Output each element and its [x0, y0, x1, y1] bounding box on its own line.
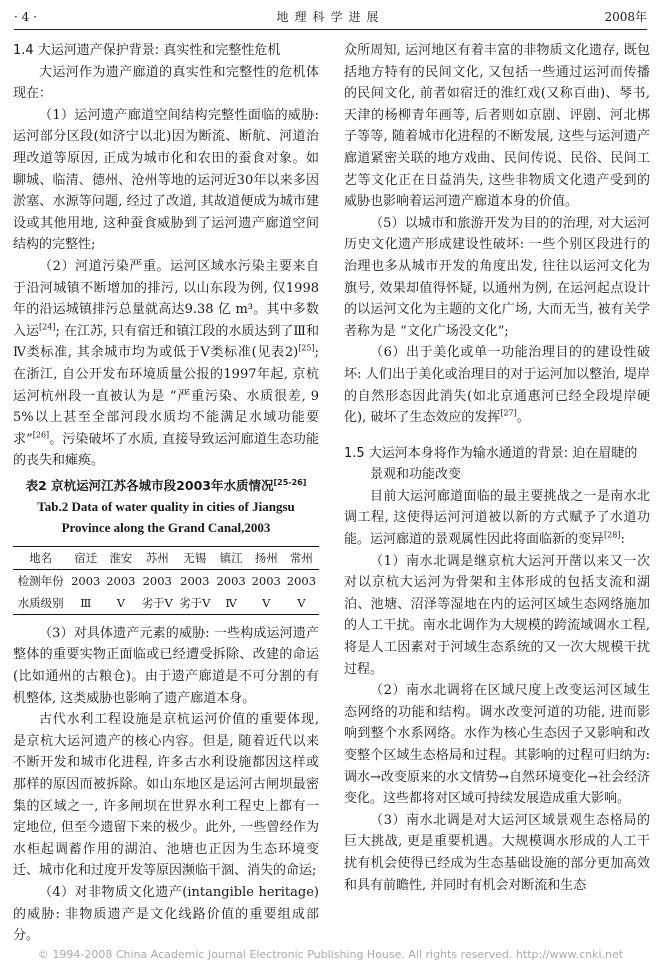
reference-marker: [24] — [39, 322, 56, 332]
table-cell: 2003 — [142, 573, 172, 588]
table-header-cell: 常州 — [289, 550, 313, 565]
table-caption-cn: 表2 京杭运河江苏各城市段2003年水质情况[25-26] — [25, 477, 307, 493]
table-cell: Ⅴ — [262, 595, 271, 610]
section-heading-1-5: 1.5 大运河本身将作为输水通道的背景: 迫在眉睫的景观和功能改变 — [344, 445, 638, 483]
south-north-water-item-1: （1）南水北调是继京杭大运河开凿以来又一次对以京杭大运河为骨架和主体形成的包括支流和湖泊、池塘、沼泽等湿地在内的运河区域生态网络施加的人工干扰。南水北调作为大规模的跨流域调水工程, 将是人工因素对于河域生态系统的又一次大规模干扰过程。 — [344, 553, 650, 677]
table-cell: 2003 — [216, 573, 246, 588]
section-heading-1-4: 1.4 大运河遗产保护背景: 真实性和完整性危机 — [13, 43, 281, 58]
table-cell: Ⅴ — [116, 595, 126, 610]
table-header-row — [13, 546, 319, 569]
intro-paragraph: 大运河作为遗产廊道的真实性和完整性的危机体现在： — [13, 64, 319, 102]
table-header-cell: 扬州 — [254, 550, 278, 565]
table-header-cell: 地名 — [29, 550, 53, 565]
reference-marker: [25-26] — [273, 477, 307, 487]
table-cell: 2003 — [71, 573, 101, 588]
water-quality-table — [13, 546, 319, 615]
table-row — [13, 592, 319, 615]
table-2 — [13, 476, 319, 615]
table-cell: 2003 — [251, 573, 281, 588]
copyright-footer: © 1994-2008 China Academic Journal Electronic Publishing House. All rights reserved. http://www.cnki.net — [37, 948, 624, 961]
south-north-water-item-2: （2）南水北调将在区域尺度上改变运河区域生态网络的功能和结构。调水改变河道的功能, 进而影响到整个水系网络。水作为核心生态因子又影响和改变整个区域生态格局和过程。其影响的过程可归纳为: 调水→改变原来的水文情势→自然环境变化→社会经济变化。这些都将对区域可持续发展造成重大影响。 — [344, 683, 650, 807]
threat-item-5: （5）以城市和旅游开发为目的的治理, 对大运河历史文化遗产形成建设性破坏: 一些个别区段进行的治理也多从城市开发的角度出发, 往往以运河文化为旗号, 效果却值得怀疑, 以通州为例, 在运河起点设计的以运河文化为主题的文化广场, 大而无当, 被有关学者称为是 “文化广场没文化”; — [344, 215, 650, 339]
south-north-water-item-3: （3）南水北调是对大运河区域景观生态格局的巨大挑战, 更是重要机遇。大规模调水形成的人工干扰有机会使得已经成为生态基础设施的部分更加高效和具有前瞻性, 并同时有机会对断流和生态 — [344, 812, 650, 893]
table-cell: 水质级别 — [17, 595, 64, 610]
threat-item-6: （6）出于美化或单一功能治理目的的建设性破坏: 人们出于美化或治理目的对于运河加以整治, 堤岸的自然形态因此消失(如北京通惠河已经全段堤岸硬化), 破坏了生态效应的发挥[27]。 — [344, 345, 650, 426]
publication-year: 2008年 — [604, 10, 647, 24]
right-column — [344, 40, 650, 896]
south-north-water-intro: 目前大运河廊道面临的最主要挑战之一是南水北调工程, 这使得运河河道被以新的方式赋予了水道功能。运河廊道的景观属性因此将面临新的变异[28]: — [344, 488, 650, 548]
table-cell: Ⅳ — [225, 595, 237, 610]
table-caption-en-line1: Tab.2 Data of water quality in cities of Jiangsu — [37, 498, 295, 514]
table-cell: 劣于Ⅴ — [179, 595, 211, 610]
threat-item-4: （4）对非物质文化遗产(intangible heritage)的威胁: 非物质遗产是文化线路价值的重要组成部分。 — [13, 885, 319, 944]
table-cell: 劣于Ⅴ — [141, 595, 173, 610]
table-cell: Ⅴ — [297, 595, 306, 610]
table-row — [13, 569, 319, 592]
reference-marker: [28] — [604, 530, 621, 540]
table-header-cell: 宿迁 — [74, 550, 98, 565]
reference-marker: [27] — [500, 408, 517, 418]
table-header-cell: 淮安 — [109, 550, 133, 565]
table-cell: 2003 — [180, 573, 210, 588]
running-header — [14, 5, 647, 30]
table-caption-en-line2: Province along the Grand Canal,2003 — [61, 519, 271, 535]
ancient-waterworks-paragraph: 古代水利工程设施是京杭运河价值的重要体现, 是京杭大运河遗产的核心内容。但是, 随着近代以来不断开发和城市化进程, 许多古水利设施都因这样或那样的原因而被拆除。如山东地区是运河古闸坝最密集的区域之一, 许多闸坝在世界水利工程史上都有一定地位, 但至今遗留下来的极少。此外, 一些曾经作为水柜起调蓄作用的湖泊、池塘也正因为生态环境变迁、城市化和过度开发等原因濒临干涸、消失的命运; — [13, 712, 319, 879]
left-column — [13, 40, 319, 947]
threat-item-1: （1）运河遗产廊道空间结构完整性面临的威胁: 运河部分区段(如济宁以北)因为断流、断航、河道治理改道等原因, 正成为城市化和农田的蚕食对象。如聊城、临清、德州、沧州等地的运河近30年以来多因淤塞、水源等问题, 经过了改道, 其故道便成为城市建设或其他用地, 这种蚕食威胁到了运河遗产廊道空间结构的完整性; — [13, 107, 319, 253]
intangible-heritage-paragraph: 众所周知, 运河地区有着丰富的非物质文化遗存, 既包括地方特有的民间文化, 又包括一些通过运河而传播的民间文化, 前者如宿迁的淮红戏(又称百曲)、琴书, 天津的杨柳青年画等, 后者则如京剧、评剧、河北梆子等等, 随着城市化进程的不断发展, 这些与运河遗产廊道紧密关联的地方戏曲、民间传说、民俗、民间工艺等文化正在日益消失, 这些非物质文化遗产受到的威胁也影响着运河遗产廊道本身的价值。 — [344, 43, 650, 210]
table-header-cell: 镇江 — [219, 550, 243, 565]
table-header-cell: 苏州 — [145, 550, 169, 565]
journal-title: 地理科学进展 — [276, 10, 385, 24]
table-cell: 2003 — [106, 573, 136, 588]
table-cell: 2003 — [286, 573, 317, 588]
threat-item-3: （3）对具体遗产元素的威胁: 一些构成运河遗产整体的重要实物正面临或已经遭受拆除、改建的命运(比如通州的古粮仓)。由于遗产廊道是不可分割的有机整体, 这类威胁也影响了遗产廊道本身。 — [13, 625, 319, 706]
reference-marker: [26] — [32, 430, 50, 440]
threat-item-2: （2）河道污染严重。运河区域水污染主要来自于沿河城镇不断增加的排污, 以山东段为例, 仅1998年的沿运城镇排污总量就高达9.38 亿 m³。其中多数入运[24]; 在江苏, 只有宿迁和镇江段的水质达到了Ⅲ和Ⅳ类标准, 其余城市均为或低于Ⅴ类标准(见表2)[25]; 在浙江, 自公开发布环境质量公报的1997年起, 京杭运河杭州段一直被认为是 “严重污染、水质很差, 95%以上甚至全部河段水质均不能满足水域功能要求”[26]。污染破坏了水质, 直接导致运河廊道生态功能的丧失和瘫痪。 — [13, 258, 320, 469]
table-cell: 检测年份 — [17, 573, 64, 588]
page-number: · 4 · — [14, 10, 37, 24]
table-header-cell: 无锡 — [183, 550, 207, 565]
reference-marker: [25] — [298, 343, 315, 353]
table-cell: Ⅲ — [80, 595, 92, 610]
